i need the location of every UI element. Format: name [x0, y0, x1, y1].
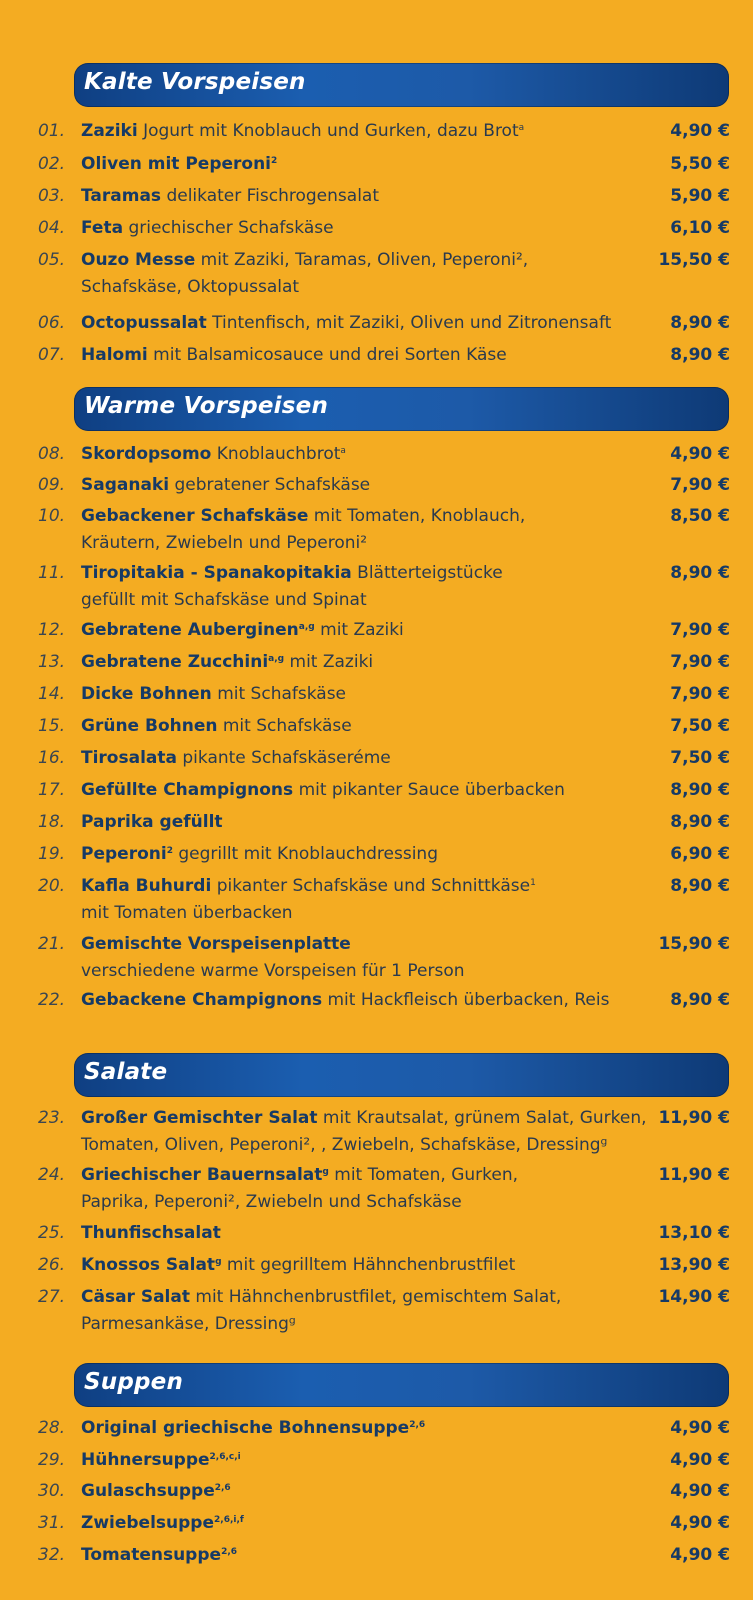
- item-name: Oliven mit Peperoni: [81, 154, 272, 174]
- item-price: 7,90 €: [670, 652, 730, 672]
- item-price: 8,90 €: [670, 876, 730, 896]
- item-description: mit gegrilltem Hähnchenbrustfilet: [226, 1255, 516, 1275]
- item-body: [81, 247, 641, 301]
- section-header-warme-vorspeisen: [74, 387, 729, 431]
- item-description-footnote: a: [340, 446, 346, 456]
- item-name: Hühnersuppe: [81, 1450, 210, 1470]
- item-number: 15.: [38, 716, 66, 736]
- item-body: [81, 215, 641, 242]
- item-body: [81, 713, 641, 740]
- item-body: [81, 1105, 647, 1159]
- item-description: mit Zaziki: [320, 620, 404, 640]
- item-price: 7,90 €: [670, 475, 730, 495]
- item-name-footnote: 2,6: [409, 1420, 426, 1430]
- item-line-1: [81, 1542, 641, 1569]
- item-line-1: [81, 1510, 641, 1537]
- item-number: 24.: [38, 1165, 66, 1185]
- item-description: mit Tomaten, Gurken,: [334, 1165, 519, 1185]
- item-name: Tomatensuppe: [81, 1545, 222, 1565]
- item-number: 25.: [38, 1223, 66, 1243]
- item-line-1: [81, 809, 641, 836]
- item-name: Grüne Bohnen: [81, 716, 218, 736]
- item-number: 06.: [38, 313, 66, 333]
- section-title: Suppen: [84, 1369, 184, 1395]
- item-price: 15,90 €: [658, 934, 730, 954]
- item-line-1: [81, 681, 641, 708]
- item-line-1: [81, 1415, 641, 1442]
- item-description: Jogurt mit Knoblauch und Gurken, dazu Brot: [143, 121, 519, 141]
- item-name: Gebratene Auberginen: [81, 620, 299, 640]
- item-name: Großer Gemischter Salat: [81, 1108, 318, 1128]
- item-number: 26.: [38, 1255, 66, 1275]
- item-number: 19.: [38, 844, 66, 864]
- item-price: 4,90 €: [670, 1418, 730, 1438]
- item-number: 09.: [38, 475, 66, 495]
- item-body: [81, 1252, 641, 1279]
- item-name: Gemischte Vorspeisenplatte: [81, 934, 351, 954]
- item-body: [81, 310, 641, 337]
- item-description-line-2: Schafskäse, Oktopussalat: [81, 277, 300, 297]
- item-body: [81, 987, 641, 1014]
- item-name: Knossos Salat: [81, 1255, 216, 1275]
- item-name: Gulaschsuppe: [81, 1481, 215, 1501]
- item-number: 29.: [38, 1450, 66, 1470]
- item-number: 32.: [38, 1545, 66, 1565]
- item-description: Blätterteigstücke: [357, 563, 503, 583]
- item-line-1: [81, 560, 641, 587]
- item-price: 6,90 €: [670, 844, 730, 864]
- item-line-1: [81, 503, 641, 530]
- item-number: 18.: [38, 812, 66, 832]
- item-number: 21.: [38, 934, 66, 954]
- item-number: 05.: [38, 250, 66, 270]
- item-name: Peperoni: [81, 844, 167, 864]
- item-line-1: [81, 1478, 641, 1505]
- item-name-footnote: 2,6: [221, 1547, 238, 1557]
- item-line-1: [81, 873, 641, 900]
- item-price: 8,90 €: [670, 345, 730, 365]
- item-body: [81, 745, 641, 772]
- item-description: gegrillt mit Knoblauchdressing: [178, 844, 438, 864]
- item-name: Skordopsomo: [81, 444, 212, 464]
- item-name-footnote: a,g: [268, 654, 285, 664]
- item-line-1: [81, 342, 641, 369]
- item-description-line-2: Tomaten, Oliven, Peperoni², , Zwiebeln, Schafskäse, Dressingᵍ: [81, 1135, 608, 1155]
- item-line-1: [81, 247, 641, 274]
- item-number: 23.: [38, 1108, 66, 1128]
- item-description: pikante Schafskäseréme: [182, 748, 391, 768]
- item-name-footnote: 2: [271, 156, 278, 166]
- item-description-line-2: mit Tomaten überbacken: [81, 903, 293, 923]
- item-description-line-2: Kräutern, Zwiebeln und Peperoni²: [81, 533, 368, 553]
- item-name-footnote: 2,6,c,i: [209, 1452, 241, 1462]
- item-name: Griechischer Bauernsalat: [81, 1165, 323, 1185]
- item-number: 07.: [38, 345, 66, 365]
- item-body: [81, 841, 641, 868]
- section-header-kalte-vorspeisen: [74, 63, 729, 107]
- item-number: 03.: [38, 186, 66, 206]
- item-name: Gebackener Schafskäse: [81, 506, 309, 526]
- item-number: 20.: [38, 876, 66, 896]
- item-number: 12.: [38, 620, 66, 640]
- item-name: Thunfischsalat: [81, 1223, 221, 1243]
- item-body: [81, 1510, 641, 1537]
- item-body: [81, 1284, 641, 1338]
- item-price: 8,90 €: [670, 812, 730, 832]
- item-name: Octopussalat: [81, 313, 207, 333]
- item-line-1: [81, 745, 641, 772]
- item-description: delikater Fischrogensalat: [166, 186, 379, 206]
- item-price: 4,90 €: [670, 1513, 730, 1533]
- item-line-1: [81, 310, 641, 337]
- item-body: [81, 931, 641, 985]
- item-body: [81, 617, 641, 644]
- item-line-1: [81, 1220, 641, 1247]
- item-line-1: [81, 1252, 641, 1279]
- item-number: 01.: [38, 121, 66, 141]
- item-description: gebratener Schafskäse: [174, 475, 371, 495]
- item-name: Gebratene Zucchini: [81, 652, 269, 672]
- item-body: [81, 681, 641, 708]
- item-name: Taramas: [81, 186, 162, 206]
- item-name: Gebackene Champignons: [81, 990, 323, 1010]
- item-name: Saganaki: [81, 475, 170, 495]
- item-description: mit Zaziki: [289, 652, 374, 672]
- item-price: 15,50 €: [658, 250, 730, 270]
- item-number: 08.: [38, 444, 66, 464]
- item-name: Feta: [81, 218, 124, 238]
- section-header-suppen: [74, 1363, 729, 1407]
- item-price: 13,90 €: [658, 1255, 730, 1275]
- item-description: mit pikanter Sauce überbacken: [298, 780, 565, 800]
- item-name: Cäsar Salat: [81, 1287, 190, 1307]
- item-name: Tirosalata: [81, 748, 177, 768]
- item-description: Tintenfisch, mit Zaziki, Oliven und Zitronensaft: [212, 313, 612, 333]
- item-description-line-2: verschiedene warme Vorspeisen für 1 Person: [81, 961, 465, 981]
- item-price: 11,90 €: [658, 1165, 730, 1185]
- section-header-salate: [74, 1053, 729, 1097]
- item-body: [81, 1162, 641, 1216]
- item-name: Dicke Bohnen: [81, 684, 212, 704]
- item-price: 7,50 €: [670, 748, 730, 768]
- item-line-1: [81, 1284, 641, 1311]
- item-line-1: [81, 1447, 641, 1474]
- item-name: Original griechische Bohnensuppe: [81, 1418, 410, 1438]
- item-description: pikanter Schafskäse und Schnittkäse: [216, 876, 531, 896]
- item-price: 8,90 €: [670, 313, 730, 333]
- item-price: 6,10 €: [670, 218, 730, 238]
- item-name: Halomi: [81, 345, 148, 365]
- item-name: Zwiebelsuppe: [81, 1513, 215, 1533]
- item-name: Kafla Buhurdi: [81, 876, 212, 896]
- item-number: 02.: [38, 154, 66, 174]
- item-description-line-2: gefüllt mit Schafskäse und Spinat: [81, 590, 367, 610]
- item-description-footnote: a: [518, 123, 525, 133]
- item-name-footnote: 2,6,i,f: [214, 1515, 244, 1525]
- item-body: [81, 118, 641, 145]
- item-line-1: [81, 649, 641, 676]
- item-number: 10.: [38, 506, 66, 526]
- item-number: 04.: [38, 218, 66, 238]
- item-name: Paprika gefüllt: [81, 812, 223, 832]
- section-title: Warme Vorspeisen: [84, 393, 329, 419]
- item-number: 14.: [38, 684, 66, 704]
- item-line-1: [81, 118, 641, 145]
- item-number: 22.: [38, 990, 66, 1010]
- item-body: [81, 777, 641, 804]
- item-description: mit Zaziki, Taramas, Oliven, Peperoni²,: [200, 250, 529, 270]
- item-price: 4,90 €: [670, 444, 730, 464]
- item-description: mit Schafskäse: [222, 716, 352, 736]
- item-price: 7,90 €: [670, 620, 730, 640]
- item-body: [81, 809, 641, 836]
- section-title: Salate: [84, 1059, 168, 1085]
- item-name-footnote: a,g: [298, 622, 315, 632]
- item-name-footnote: 2: [166, 846, 173, 856]
- item-name-footnote: g: [322, 1167, 329, 1177]
- item-description: mit Tomaten, Knoblauch,: [313, 506, 526, 526]
- item-line-1: [81, 215, 641, 242]
- item-line-1: [81, 1105, 647, 1132]
- item-body: [81, 1415, 641, 1442]
- item-price: 7,90 €: [670, 684, 730, 704]
- item-line-1: [81, 987, 641, 1014]
- section-title: Kalte Vorspeisen: [84, 69, 306, 95]
- item-price: 7,50 €: [670, 716, 730, 736]
- item-body: [81, 183, 641, 210]
- item-number: 31.: [38, 1513, 66, 1533]
- item-name: Gefüllte Champignons: [81, 780, 294, 800]
- item-price: 13,10 €: [658, 1223, 730, 1243]
- item-body: [81, 873, 641, 927]
- item-body: [81, 503, 641, 557]
- item-body: [81, 649, 641, 676]
- item-description: mit Krautsalat, grünem Salat, Gurken,: [322, 1108, 647, 1128]
- item-price: 8,90 €: [670, 990, 730, 1010]
- item-line-1: [81, 151, 641, 178]
- item-line-1: [81, 441, 641, 468]
- item-line-1: [81, 841, 641, 868]
- item-body: [81, 1478, 641, 1505]
- item-line-1: [81, 777, 641, 804]
- item-number: 27.: [38, 1287, 66, 1307]
- item-name: Ouzo Messe: [81, 250, 196, 270]
- item-description-line-2: Parmesankäse, Dressingᵍ: [81, 1314, 296, 1334]
- item-price: 14,90 €: [658, 1287, 730, 1307]
- item-body: [81, 472, 641, 499]
- item-description-line-2: Paprika, Peperoni², Zwiebeln und Schafskäse: [81, 1192, 462, 1212]
- item-name: Zaziki: [81, 121, 138, 141]
- item-body: [81, 342, 641, 369]
- item-price: 11,90 €: [658, 1108, 730, 1128]
- item-number: 16.: [38, 748, 66, 768]
- item-description: mit Schafskäse: [217, 684, 347, 704]
- item-number: 17.: [38, 780, 66, 800]
- item-body: [81, 1220, 641, 1247]
- item-description-footnote: 1: [530, 878, 536, 888]
- item-description: mit Hackfleisch überbacken, Reis: [327, 990, 610, 1010]
- item-name: Tiropitakia - Spanakopitakia: [81, 563, 352, 583]
- item-name-footnote: g: [215, 1257, 222, 1267]
- item-price: 4,90 €: [670, 1450, 730, 1470]
- item-line-1: [81, 1162, 641, 1189]
- item-description: Knoblauchbrot: [216, 444, 341, 464]
- item-price: 8,50 €: [670, 506, 730, 526]
- item-price: 8,90 €: [670, 780, 730, 800]
- item-body: [81, 151, 641, 178]
- item-line-1: [81, 183, 641, 210]
- item-number: 11.: [38, 563, 66, 583]
- item-line-1: [81, 931, 641, 958]
- item-price: 4,90 €: [670, 1481, 730, 1501]
- item-price: 5,90 €: [670, 186, 730, 206]
- item-price: 5,50 €: [670, 154, 730, 174]
- item-line-1: [81, 713, 641, 740]
- item-body: [81, 1542, 641, 1569]
- item-name-footnote: 2,6: [214, 1483, 231, 1493]
- item-description: mit Hähnchenbrustfilet, gemischtem Salat,: [195, 1287, 562, 1307]
- item-price: 4,90 €: [670, 121, 730, 141]
- item-line-1: [81, 617, 641, 644]
- item-body: [81, 560, 641, 614]
- item-number: 28.: [38, 1418, 66, 1438]
- item-description: griechischer Schafskäse: [128, 218, 334, 238]
- item-price: 8,90 €: [670, 563, 730, 583]
- item-number: 13.: [38, 652, 66, 672]
- item-description: mit Balsamicosauce und drei Sorten Käse: [153, 345, 507, 365]
- item-body: [81, 1447, 641, 1474]
- item-line-1: [81, 472, 641, 499]
- item-body: [81, 441, 641, 468]
- item-number: 30.: [38, 1481, 66, 1501]
- item-price: 4,90 €: [670, 1545, 730, 1565]
